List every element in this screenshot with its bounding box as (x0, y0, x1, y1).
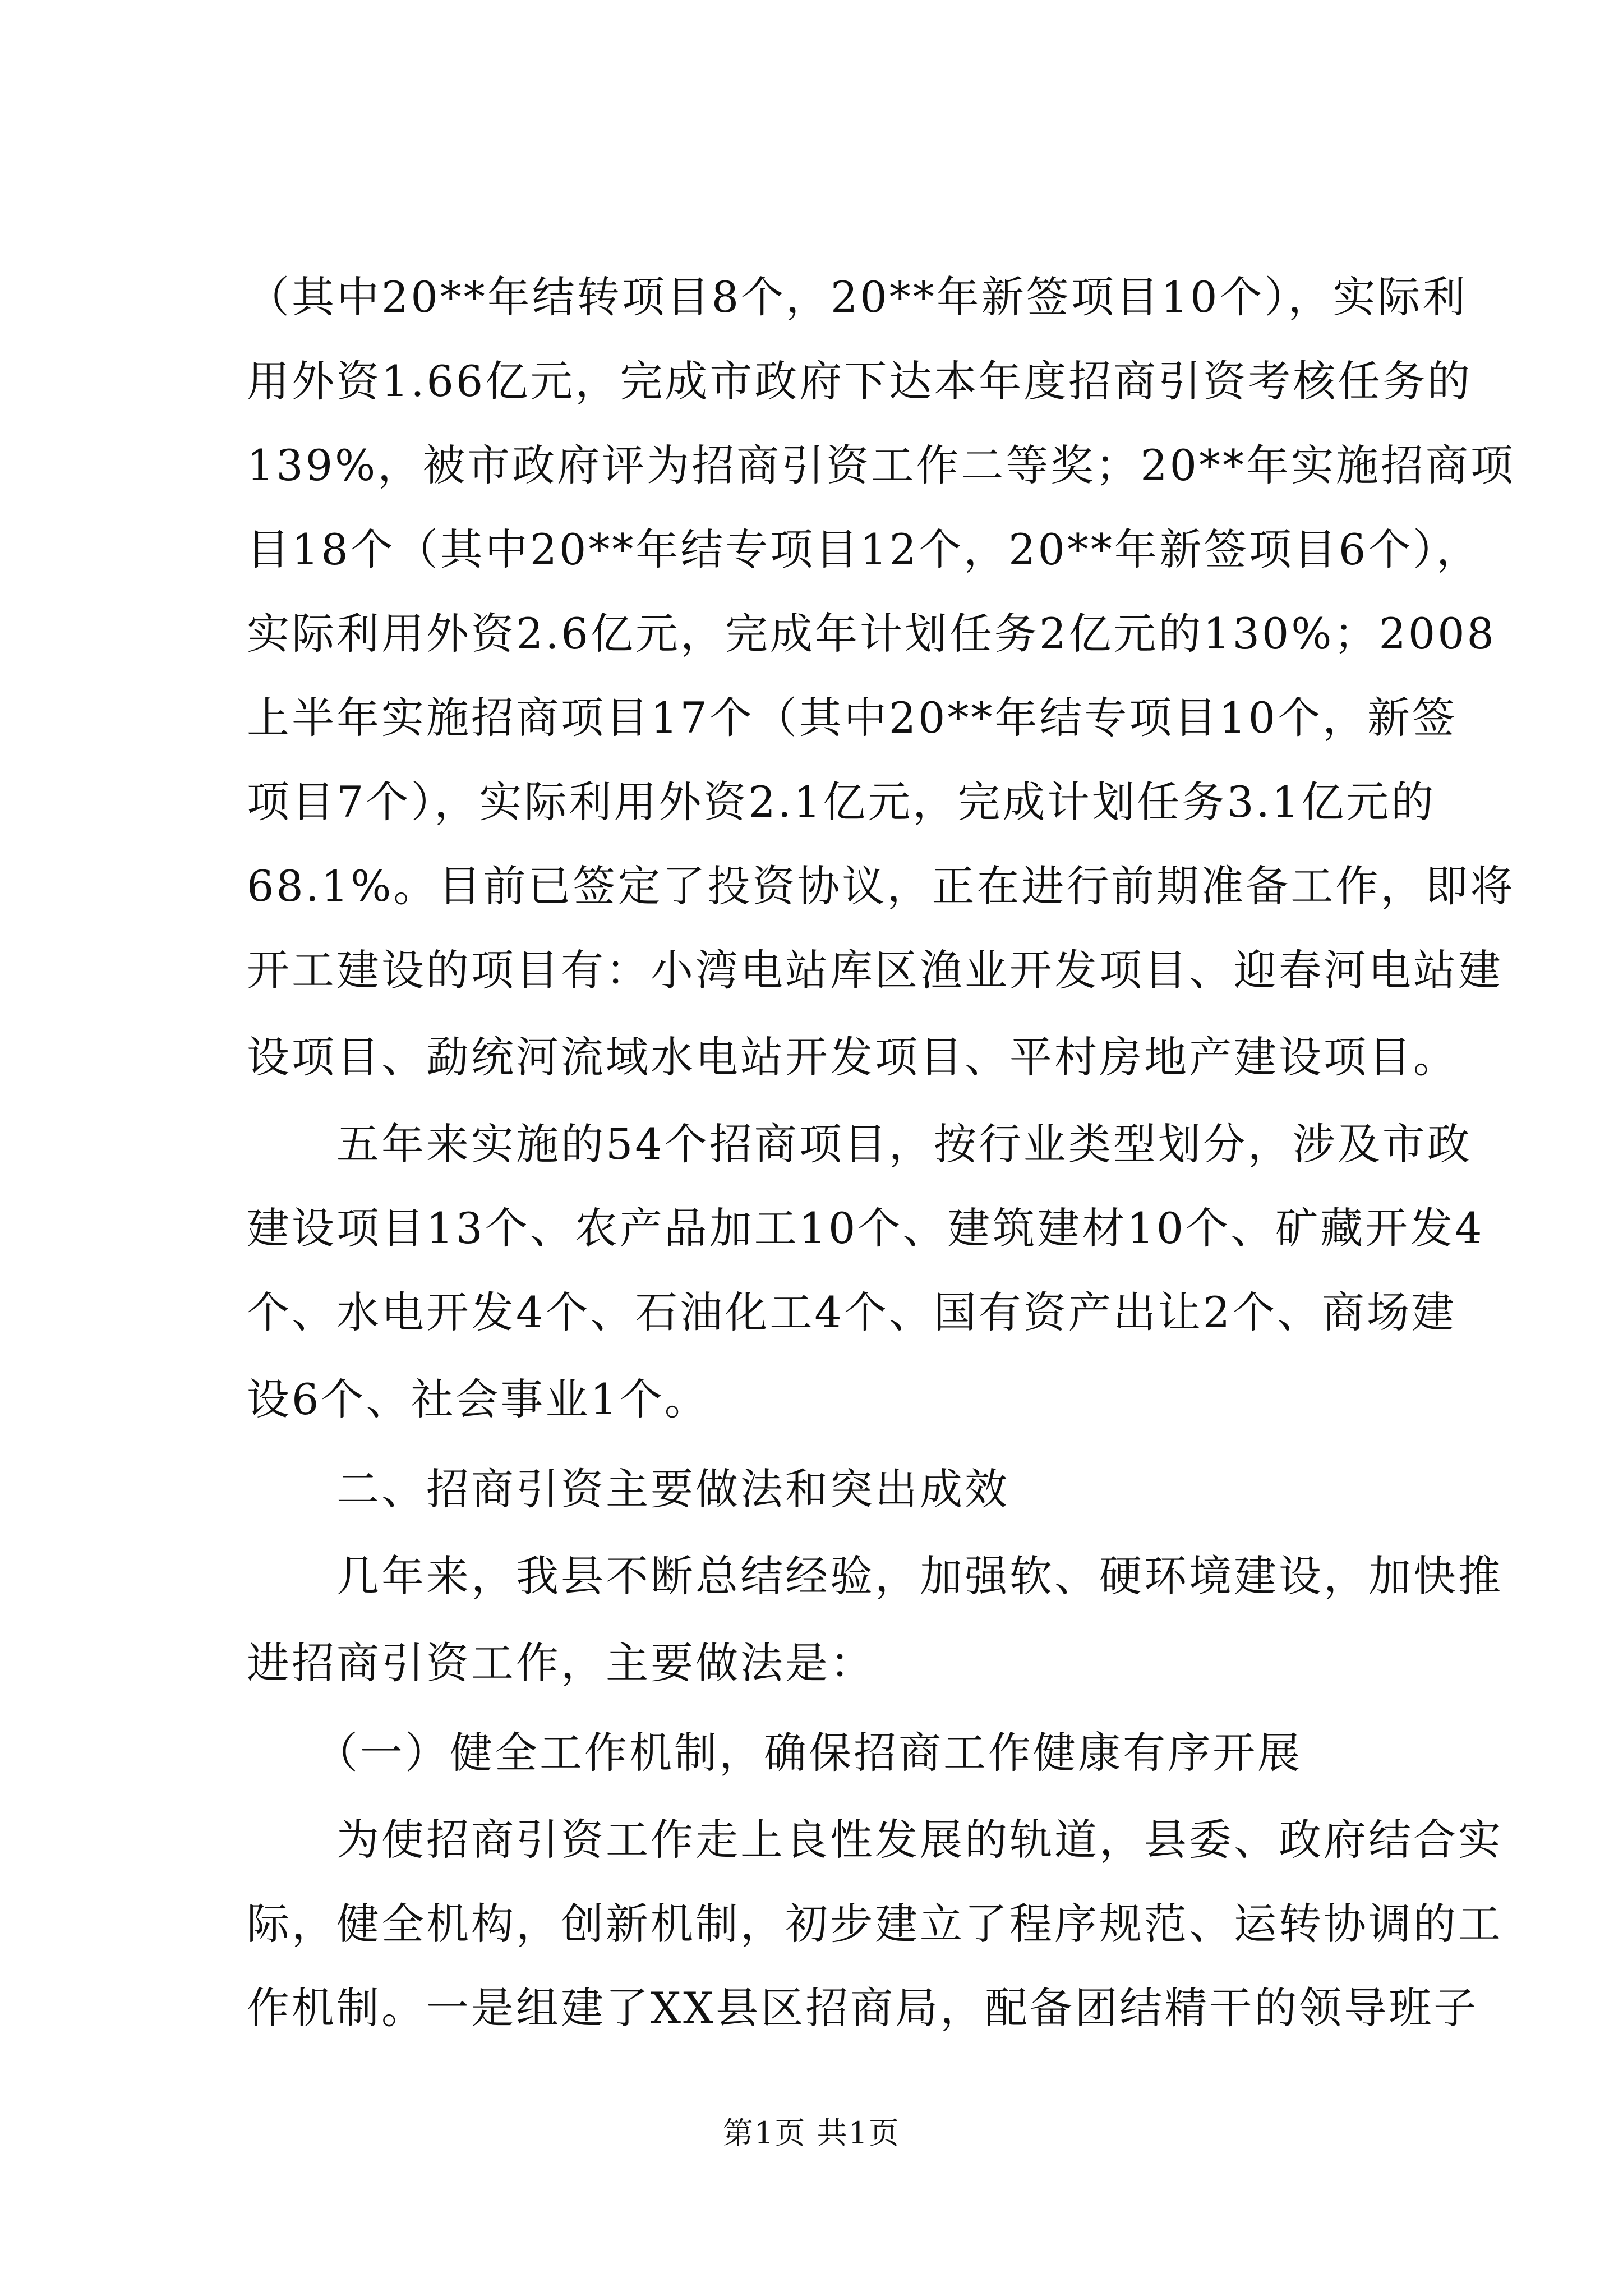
text-line-11: 五年来实施的54个招商项目，按行业类型划分，涉及市政 (247, 1119, 1472, 1169)
text-line-4: 目18个（其中20**年结专项目12个，20**年新签项目6个）， (247, 524, 1482, 574)
text-line-16: 几年来，我县不断总结经验，加强软、硬环境建设，加快推 (247, 1551, 1503, 1601)
text-line-20: 际，健全机构，创新机制，初步建立了程序规范、运转协调的工 (247, 1899, 1503, 1949)
text-line-8: 68.1%。目前已签定了投资协议，正在进行前期准备工作，即将 (247, 861, 1515, 911)
page-footer: 第1页 共1页 (723, 2115, 900, 2151)
text-line-12: 建设项目13个、农产品加工10个、建筑建材10个、矿藏开发4 (247, 1203, 1484, 1253)
text-line-9: 开工建设的项目有：小湾电站库区渔业开发项目、迎春河电站建 (247, 945, 1503, 995)
text-line-21: 作机制。一是组建了XX县区招商局，配备团结精干的领导班子 (247, 1983, 1479, 2033)
text-line-14: 设6个、社会事业1个。 (247, 1374, 709, 1424)
section-heading: 二、招商引资主要做法和突出成效 (247, 1464, 1009, 1514)
text-line-19: 为使招商引资工作走上良性发展的轨道，县委、政府结合实 (247, 1815, 1503, 1865)
text-line-3: 139%，被市政府评为招商引资工作二等奖；20**年实施招商项 (247, 440, 1515, 490)
document-body (247, 255, 1515, 2050)
text-line-6: 上半年实施招商项目17个（其中20**年结专项目10个，新签 (247, 693, 1458, 743)
text-line-10: 设项目、勐统河流域水电站开发项目、平村房地产建设项目。 (247, 1032, 1458, 1082)
text-line-7: 项目7个），实际利用外资2.1亿元，完成计划任务3.1亿元的 (247, 777, 1436, 827)
text-line-5: 实际利用外资2.6亿元，完成年计划任务2亿元的130%；2008 (247, 609, 1496, 659)
text-line-13: 个、水电开发4个、石油化工4个、国有资产出让2个、商场建 (247, 1287, 1457, 1337)
text-line-17: 进招商引资工作，主要做法是： (247, 1638, 875, 1688)
text-line-1: （其中20**年结转项目8个，20**年新签项目10个），实际利 (247, 272, 1468, 322)
subsection-heading: （一）健全工作机制，确保招商工作健康有序开展 (247, 1728, 1302, 1778)
text-line-2: 用外资1.66亿元，完成市政府下达本年度招商引资考核任务的 (247, 356, 1473, 406)
